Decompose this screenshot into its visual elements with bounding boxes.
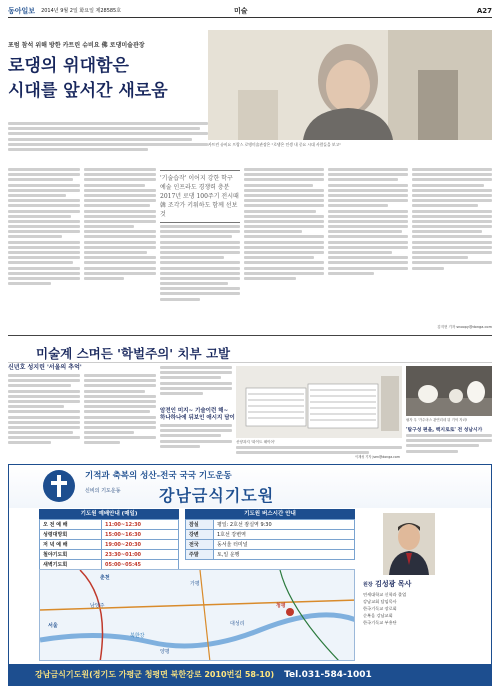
- article2-column-3b: [160, 424, 232, 459]
- pull-quote-line1: '기술습작' 이어지 강한 학구: [160, 175, 233, 182]
- schedule-row: 오 전 예 배 11:00~12:30: [40, 520, 179, 530]
- aside-text: [406, 434, 492, 460]
- prayer-house-ad: [8, 464, 492, 686]
- schedule-title: 기도원 예배안내 (매일): [39, 509, 179, 519]
- article2-subhead-1: 신년호 성지린 '서울의 추억': [8, 364, 82, 371]
- article-column-3: [160, 225, 240, 333]
- bus-row: 강변 1호선 강변역: [186, 530, 355, 540]
- masthead-brand: 동아일보: [8, 6, 36, 15]
- schedule-row: 철야기도회 23:30~01:00: [40, 550, 179, 560]
- portrait-photo: [208, 30, 492, 140]
- bus-row: 주말 토,일 운행: [186, 550, 355, 560]
- issue-number: 제28585호: [95, 8, 122, 14]
- bus-title: 기도원 버스시간 안내: [185, 509, 355, 519]
- pastor-photo: [383, 513, 435, 575]
- pull-quote-line3: 2017년 로댕 100주기 전시때: [160, 193, 239, 200]
- bus-row: 잠실 평일: 2호선 잠실역 9:30: [186, 520, 355, 530]
- map-label: 서울: [48, 623, 58, 629]
- schedule-row: 새벽기도회 05:00~05:45: [40, 560, 179, 570]
- schedule-row: 성령대망회 15:00~16:30: [40, 530, 179, 540]
- article-column-6: [412, 168, 492, 323]
- ad-footer-address: 강남금식기도원(경기도 가평군 청평면 북한강로 2010번길 58-10): [35, 670, 275, 679]
- vessels-caption: 필자 우 '가수마스 관연리네 뒤 기억 자녀!: [406, 418, 468, 422]
- article1-byline: 김지현 기자 snoopy@donga.com: [437, 325, 492, 329]
- article2-subhead-3: 하나하나에 뒤보인 애시지 담이: [160, 415, 235, 421]
- map-label: 남양주: [90, 603, 105, 609]
- article2-byline: 이재성 기자 jsen@donga.com: [355, 455, 400, 459]
- article-column-4: [244, 168, 324, 333]
- pastor-credit: 한국기독교 부흥단: [363, 620, 397, 625]
- page-number: A27: [476, 6, 492, 15]
- section-label: 미술: [234, 6, 248, 15]
- pastor-name: 김성광 목사: [375, 580, 412, 588]
- pull-quote: [160, 170, 240, 223]
- bus-schedule: [185, 509, 355, 560]
- article-lead-text: [8, 122, 208, 166]
- pastor-credits: [363, 591, 481, 626]
- article2-headline: 미술계 스며든 '학벌주의' 치부 고발: [36, 346, 231, 361]
- article2-column-1: [8, 374, 80, 459]
- article-column-5: [328, 168, 408, 333]
- article2-rule: [8, 362, 492, 363]
- article-column-2: [84, 168, 156, 333]
- installation-caption: 신양과지 '화이트 헤이어': [236, 440, 275, 444]
- pastor-label: 원장: [363, 582, 373, 588]
- worship-schedule: [39, 509, 179, 570]
- bus-table: [185, 519, 355, 560]
- portrait-caption: 카트린 슈비요 프랑스 로댕미술관장은 "로댕은 인생 내 중요 시대 사람들을 보고": [208, 142, 341, 147]
- ad-title: 강남금식기도원: [159, 486, 275, 505]
- page-header: [8, 4, 492, 18]
- article-headline-line2: 시대를 앞서간 새로움: [8, 81, 168, 101]
- aside-title: '탑구성 편을, 백지로로' 전 성남시가: [406, 428, 483, 433]
- pastor-credit: 연세대학교 신학과 졸업: [363, 592, 407, 597]
- cross-icon: [43, 470, 75, 502]
- pull-quote-line4: 韓 조각가 키워하도 함께 선보 것: [160, 202, 238, 218]
- article2-column-2: [84, 374, 156, 459]
- schedule-table: [39, 519, 179, 570]
- map-label: 가평: [190, 581, 200, 587]
- article-kicker: 포럼 참석 위해 방한 카트린 슈비요 佛 로댕미술관장: [8, 42, 145, 49]
- article2-column-3a: [160, 366, 232, 406]
- ad-slogan-line2: 신비의 기도운동: [85, 488, 121, 494]
- section-divider: [8, 335, 492, 336]
- map-label: 대성리: [230, 621, 245, 627]
- ad-slogan-line1: 기적과 축복의 성산-전국 국국 기도운동: [85, 471, 232, 481]
- article2-subhead-2: 암전인 미지~ 기술이런 해~: [160, 408, 229, 414]
- pastor-credit: 강남교회 담임목사: [363, 599, 397, 604]
- pull-quote-line2: 예술 인프라도 경쟁력 충분: [160, 184, 230, 191]
- article-headline-line1: 로댕의 위대함은: [8, 56, 129, 76]
- map-label: 청평: [276, 603, 286, 609]
- ad-footer: [9, 664, 491, 685]
- pastor-credit: 순복음 강남교회: [363, 613, 393, 618]
- location-map: [39, 569, 355, 661]
- vessels-photo: [406, 366, 492, 416]
- bus-row: 전국 동서울 터미널: [186, 540, 355, 550]
- issue-date: 2014년 9월 2일 화요일: [41, 8, 94, 14]
- ad-footer-phone: Tel.031-584-1001: [284, 669, 372, 680]
- article-column-1: [8, 168, 80, 333]
- ad-slogan: [85, 469, 232, 481]
- map-label: 양평: [160, 649, 170, 655]
- pastor-name-block: [363, 579, 455, 589]
- ad-banner: [9, 465, 491, 508]
- schedule-row: 저 녁 예 배 19:00~20:30: [40, 540, 179, 550]
- map-label: 북한강: [130, 633, 145, 639]
- map-label: 춘천: [100, 575, 110, 581]
- pastor-credit: 한국기독교 장로회: [363, 606, 397, 611]
- installation-photo: [236, 366, 402, 438]
